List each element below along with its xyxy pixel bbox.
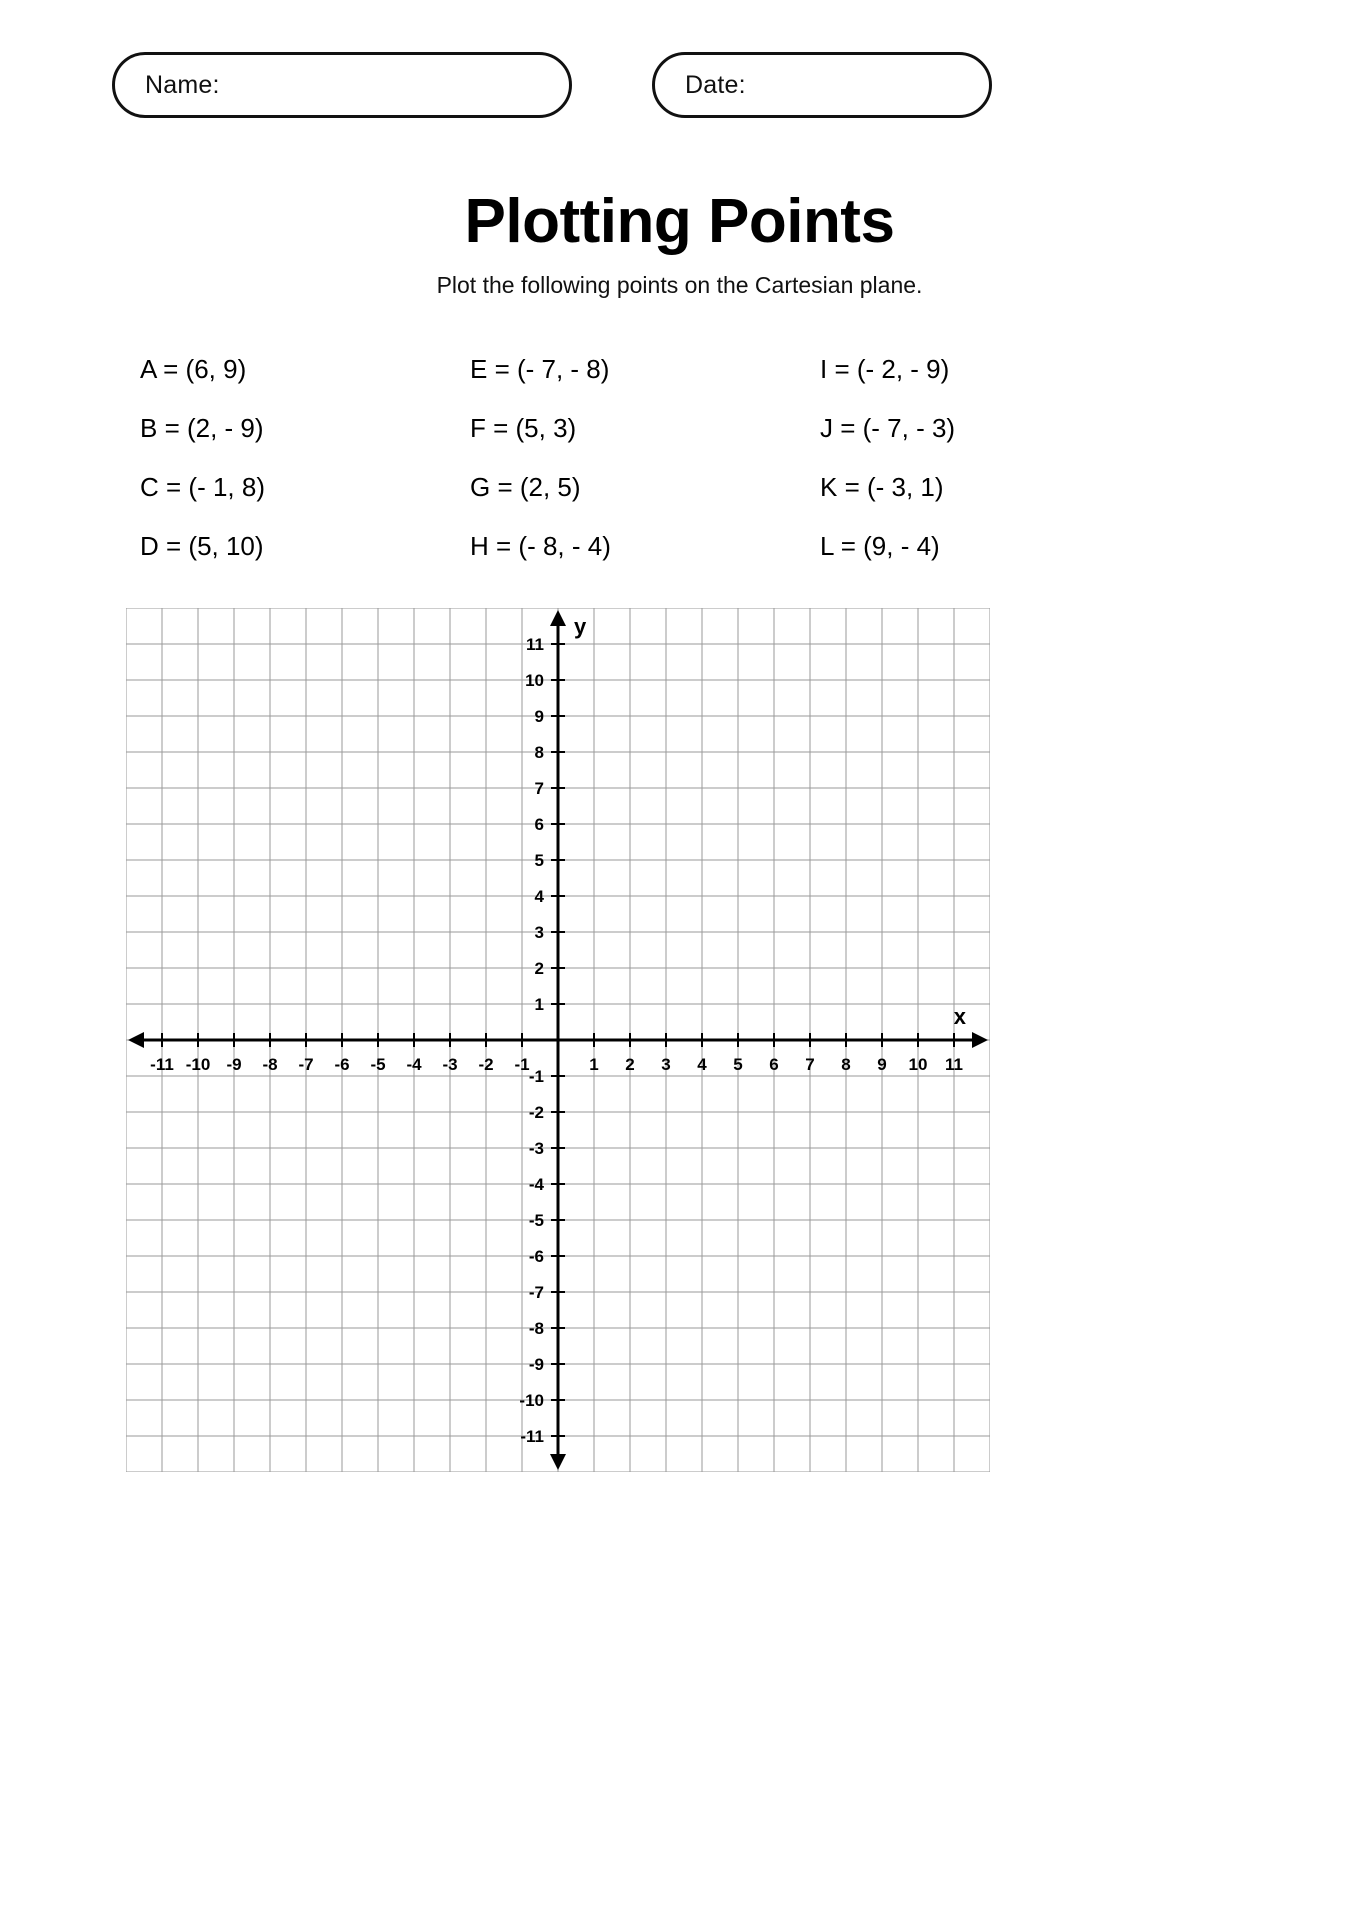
y-tick-label: 3 (534, 923, 544, 942)
y-tick-label: -3 (528, 1139, 544, 1158)
x-tick-label: 8 (841, 1055, 851, 1074)
points-list (140, 340, 1220, 576)
x-tick-label: -9 (226, 1055, 242, 1074)
y-tick-label: 6 (534, 815, 544, 834)
x-axis-arrow-right (972, 1032, 988, 1048)
x-tick-label: 10 (908, 1055, 928, 1074)
y-axis-arrow-up (550, 610, 566, 626)
x-tick-label: 7 (805, 1055, 815, 1074)
y-tick-label: -8 (528, 1319, 544, 1338)
point-item: L = (9, - 4) (820, 531, 940, 561)
x-tick-label: -10 (185, 1055, 211, 1074)
x-tick-label: 2 (625, 1055, 635, 1074)
x-tick-label: 6 (769, 1055, 779, 1074)
x-tick-label: -11 (150, 1055, 174, 1074)
y-tick-label: 5 (534, 851, 544, 870)
y-tick-label: -7 (528, 1283, 544, 1302)
y-tick-label: -10 (519, 1391, 544, 1410)
page-title: Plotting Points (464, 187, 895, 256)
x-tick-label: -8 (262, 1055, 278, 1074)
x-axis-label: x (953, 1004, 966, 1029)
point-item: H = (- 8, - 4) (470, 531, 611, 561)
point-item: J = (- 7, - 3) (820, 413, 956, 443)
x-tick-label: 4 (697, 1055, 707, 1074)
x-tick-label: 11 (945, 1055, 963, 1074)
cartesian-plane[interactable] (126, 608, 990, 1472)
point-item: G = (2, 5) (470, 472, 581, 502)
date-field[interactable] (652, 52, 992, 118)
point-item: E = (- 7, - 8) (470, 354, 610, 384)
axis-letters (574, 614, 967, 1029)
y-tick-label: 8 (534, 743, 544, 762)
x-tick-label: 5 (733, 1055, 743, 1074)
y-tick-label: -9 (528, 1355, 544, 1374)
y-tick-label: -6 (528, 1247, 544, 1266)
x-axis-arrow-left (128, 1032, 144, 1048)
x-tick-label: 3 (661, 1055, 671, 1074)
y-tick-label: 11 (526, 635, 544, 654)
y-tick-label: -4 (528, 1175, 544, 1194)
y-axis-label: y (574, 614, 587, 639)
point-item: D = (5, 10) (140, 531, 264, 561)
point-item: B = (2, - 9) (140, 413, 264, 443)
x-tick-label: 1 (589, 1055, 599, 1074)
date-label: Date: (685, 70, 746, 99)
x-tick-label: -7 (298, 1055, 314, 1074)
point-item: I = (- 2, - 9) (820, 354, 950, 384)
y-tick-label: 7 (534, 779, 544, 798)
name-label: Name: (145, 70, 220, 99)
name-field[interactable] (112, 52, 572, 118)
y-tick-label: 10 (525, 671, 544, 690)
axes (128, 610, 988, 1470)
y-tick-label: -11 (520, 1427, 544, 1446)
point-item: F = (5, 3) (470, 413, 577, 443)
x-tick-label: -6 (334, 1055, 350, 1074)
x-tick-label: -3 (442, 1055, 458, 1074)
y-tick-label: -1 (528, 1067, 544, 1086)
y-tick-label: 4 (534, 887, 544, 906)
y-tick-label: 1 (534, 995, 544, 1014)
x-tick-label: 9 (877, 1055, 887, 1074)
y-tick-label: 2 (534, 959, 544, 978)
x-tick-label: -1 (514, 1055, 530, 1074)
y-tick-label: 9 (534, 707, 544, 726)
x-tick-label: -2 (478, 1055, 494, 1074)
y-tick-label: -2 (528, 1103, 544, 1122)
instructions-text: Plot the following points on the Cartesian plane. (436, 272, 923, 298)
y-tick-label: -5 (528, 1211, 544, 1230)
y-axis-arrow-down (550, 1454, 566, 1470)
point-item: K = (- 3, 1) (820, 472, 944, 502)
x-tick-label: -4 (406, 1055, 422, 1074)
point-item: A = (6, 9) (140, 354, 247, 384)
x-tick-label: -5 (370, 1055, 386, 1074)
point-item: C = (- 1, 8) (140, 472, 265, 502)
